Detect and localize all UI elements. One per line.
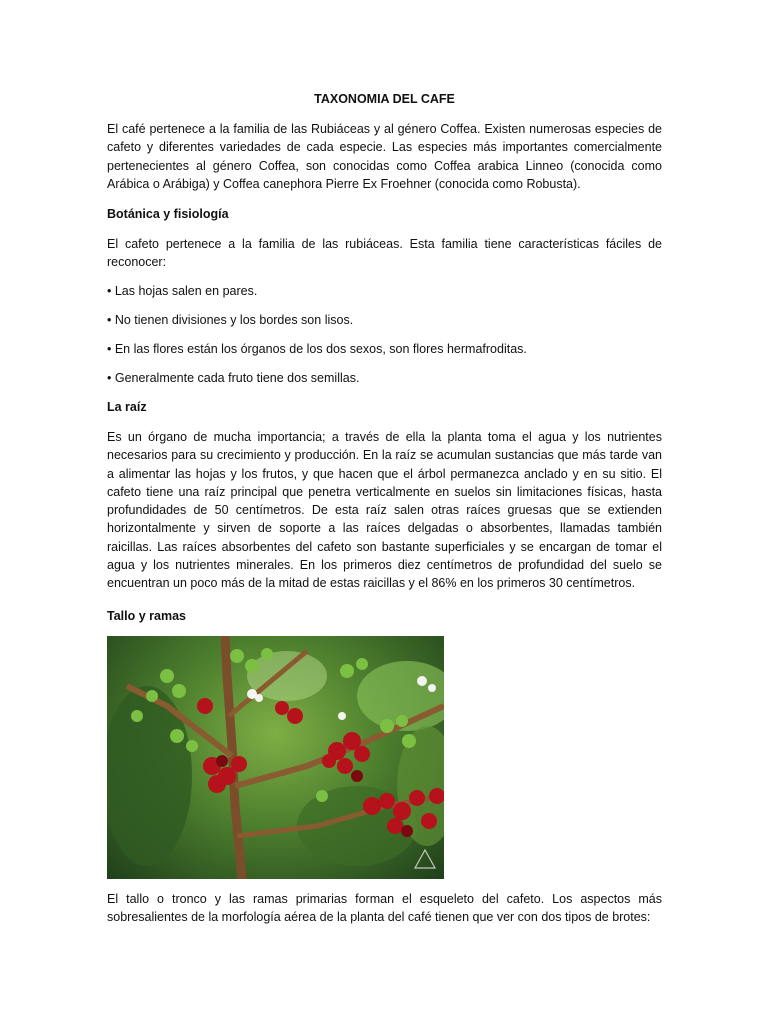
raiz-paragraph: Es un órgano de mucha importancia; a través de ella la planta toma el agua y los nutrientes necesarios para su crecimiento y producción. En la raíz se acumulan sustancias que más tarde van a alimentar las hojas y los frutos, y que hacen que el árbol permanezca anclado y en su sitio. El cafeto tiene una raíz principal que penetra verticalmente en suelos sin limitaciones físicas, hasta profundidades de 50 centímetros. De esta raíz salen otras raíces gruesas que se extienden horizontalmente y sirven de soporte a las raíces delgadas o absorbentes, llamadas también raicillas. Las raíces absorbentes del cafeto son bastante superficiales y se encargan de tomar el agua y los nutrientes minerales. En los primeros diez centímetros de profundidad del suelo se encuentran un poco más de la mitad de estas raicillas y el 86% en los primeros 30 centímetros. [107, 430, 662, 591]
document-title: TAXONOMIA DEL CAFE [314, 92, 455, 106]
botanica-paragraph: El cafeto pertenece a la familia de las rubiáceas. Esta familia tiene características fáciles de reconocer: [107, 237, 662, 270]
tallo-paragraph: El tallo o tronco y las ramas primarias forman el esqueleto del cafeto. Los aspectos más sobresalientes de la morfología aérea de la planta del café tienen que ver con dos tipos de brotes: [107, 892, 662, 925]
bullet-item: • Generalmente cada fruto tiene dos semillas. [107, 371, 360, 385]
section-heading-botanica: Botánica y fisiología [107, 207, 229, 221]
bullet-item: • Las hojas salen en pares. [107, 284, 258, 298]
intro-paragraph: El café pertenece a la familia de las Rubiáceas y al género Coffea. Existen numerosas especies de cafeto y diferentes variedades de cada especie. Las especies más importantes comercialmente pertenecientes al género Coffea, son conocidas como Coffea arabica Linneo (conocida como Arábica o Arábiga) y Coffea canephora Pierre Ex Froehner (conocida como Robusta). [107, 122, 662, 191]
section-heading-raiz: La raíz [107, 400, 147, 414]
bullet-item: • No tienen divisiones y los bordes son lisos. [107, 313, 354, 327]
bullet-item: • En las flores están los órganos de los dos sexos, son flores hermafroditas. [107, 342, 527, 356]
coffee-branch-illustration [107, 636, 444, 879]
coffee-cherries-photo [107, 636, 444, 879]
section-heading-tallo: Tallo y ramas [107, 609, 186, 623]
